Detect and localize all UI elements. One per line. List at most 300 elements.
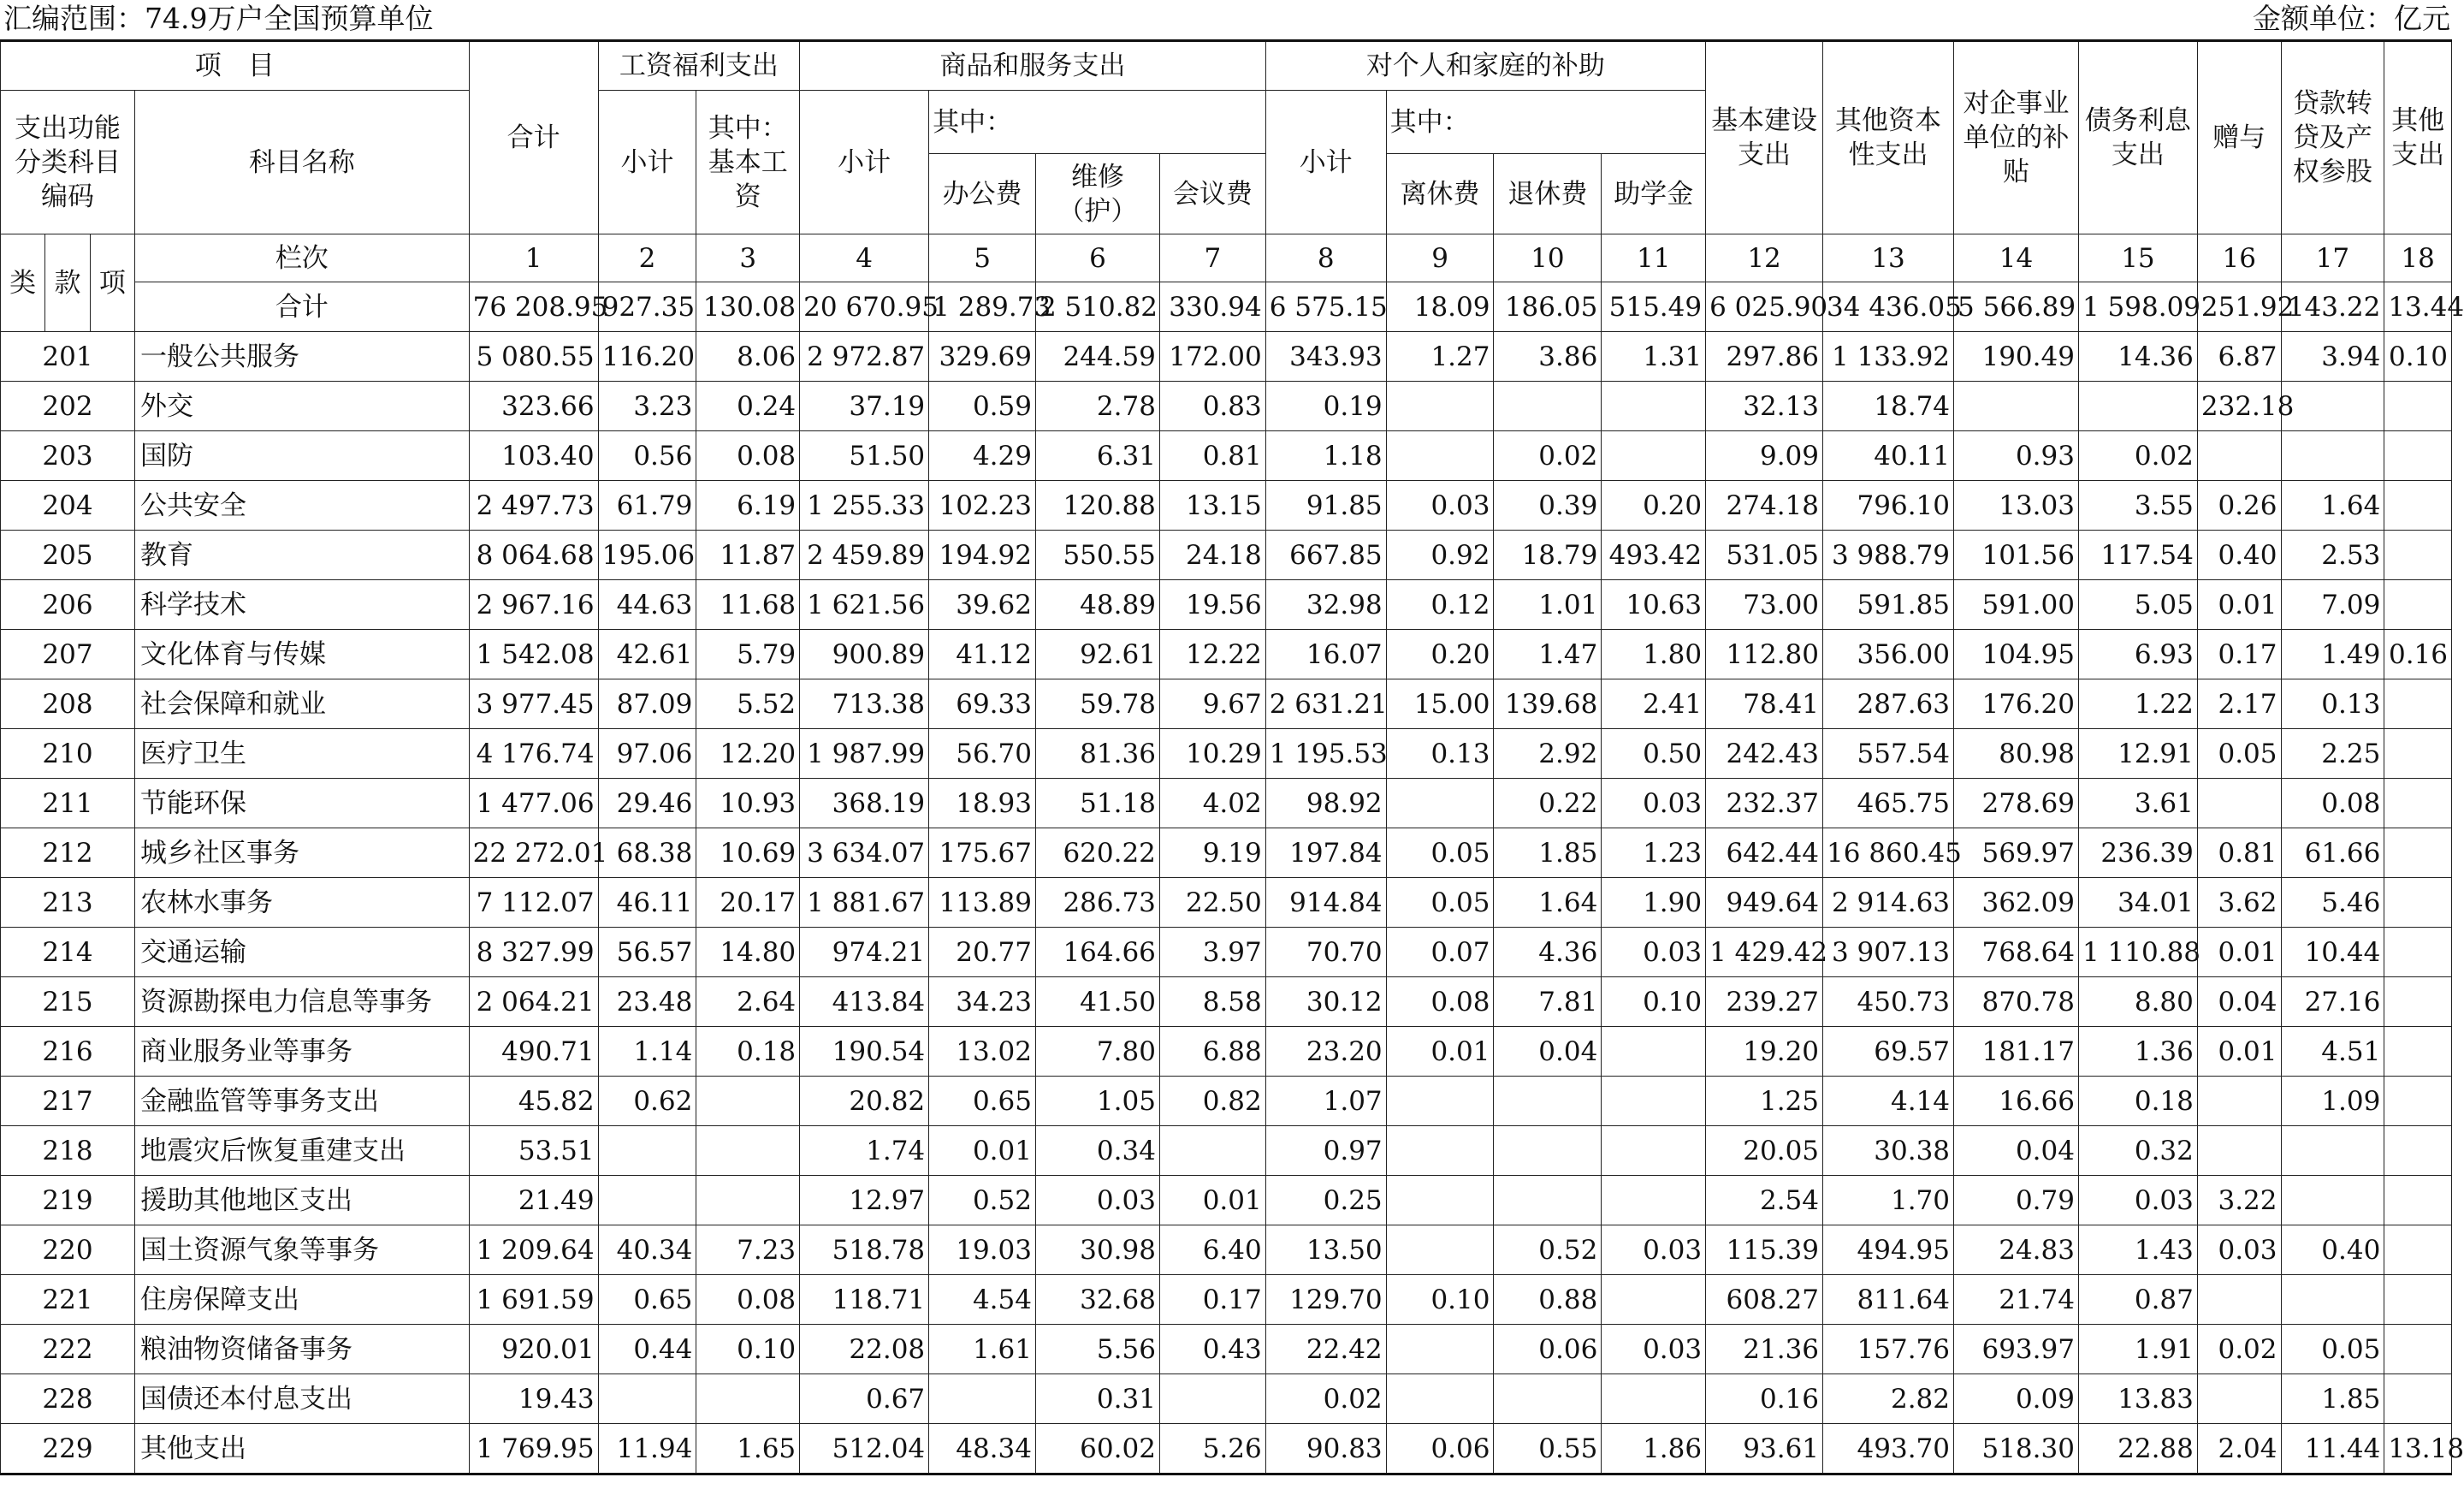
- row-value-cell: 19.03: [929, 1225, 1036, 1275]
- row-value-cell: 18.79: [1494, 531, 1602, 580]
- row-value-cell: 1.80: [1602, 630, 1706, 679]
- row-value-cell: 48.89: [1035, 580, 1159, 630]
- row-value-cell: 15.00: [1386, 679, 1494, 729]
- row-value-cell: 20.82: [800, 1077, 929, 1126]
- row-value-cell: 239.27: [1706, 977, 1823, 1027]
- row-value-cell: 591.85: [1823, 580, 1954, 630]
- row-code: 201: [1, 332, 135, 382]
- row-value-cell: 1 110.88: [2078, 928, 2197, 977]
- table-row: [1, 729, 2452, 779]
- row-value-cell: 693.97: [1954, 1325, 2079, 1374]
- row-value-cell: [2384, 481, 2452, 531]
- row-value-cell: [2384, 1027, 2452, 1077]
- row-value-cell: 1 881.67: [800, 878, 929, 928]
- row-value-cell: [1602, 1275, 1706, 1325]
- row-value-cell: 48.34: [929, 1424, 1036, 1474]
- row-value-cell: 90.83: [1265, 1424, 1386, 1474]
- row-value-cell: 51.50: [800, 431, 929, 481]
- row-value-cell: 356.00: [1823, 630, 1954, 679]
- table-row: [1, 1275, 2452, 1325]
- table-row: [1, 431, 2452, 481]
- row-value-cell: 7 112.07: [469, 878, 598, 928]
- row-value-cell: 0.93: [1954, 431, 2079, 481]
- row-value-cell: 1.23: [1602, 828, 1706, 878]
- row-value-cell: 3 634.07: [800, 828, 929, 878]
- row-value-cell: 0.12: [1386, 580, 1494, 630]
- table-row: [1, 580, 2452, 630]
- row-value-cell: 465.75: [1823, 779, 1954, 828]
- row-value-cell: 190.49: [1954, 332, 2079, 382]
- row-value-cell: 30.12: [1265, 977, 1386, 1027]
- row-value-cell: [2197, 1275, 2281, 1325]
- row-value-cell: 2.82: [1823, 1374, 1954, 1424]
- row-value-cell: 10.63: [1602, 580, 1706, 630]
- unit-note: 金额单位：亿元: [2253, 2, 2450, 35]
- row-value-cell: 920.01: [469, 1325, 598, 1374]
- row-value-cell: 236.39: [2078, 828, 2197, 878]
- row-value-cell: 0.01: [1159, 1176, 1265, 1225]
- row-value-cell: 6.87: [2197, 332, 2281, 382]
- row-value-cell: 0.56: [598, 431, 696, 481]
- header-subsidy-of-which: 其中：: [1386, 91, 1705, 154]
- row-name: 文化体育与传媒: [135, 630, 470, 679]
- row-value-cell: 2.92: [1494, 729, 1602, 779]
- header-name: 科目名称: [135, 91, 470, 234]
- row-value-cell: 0.25: [1265, 1176, 1386, 1225]
- row-value-cell: 531.05: [1706, 531, 1823, 580]
- row-value-cell: 0.20: [1386, 630, 1494, 679]
- row-value-cell: 0.22: [1494, 779, 1602, 828]
- row-value-cell: 1 691.59: [469, 1275, 598, 1325]
- row-value-cell: [2197, 431, 2281, 481]
- row-value-cell: 3 907.13: [1823, 928, 1954, 977]
- row-value-cell: 5.05: [2078, 580, 2197, 630]
- row-name: 地震灾后恢复重建支出: [135, 1126, 470, 1176]
- row-value-cell: 20.17: [696, 878, 800, 928]
- total-cell: 2 510.82: [1035, 282, 1159, 332]
- row-value-cell: 103.40: [469, 431, 598, 481]
- row-value-cell: 69.57: [1823, 1027, 1954, 1077]
- row-value-cell: 8 064.68: [469, 531, 598, 580]
- row-value-cell: 6.93: [2078, 630, 2197, 679]
- row-value-cell: 13.03: [1954, 481, 2079, 531]
- row-value-cell: 1 542.08: [469, 630, 598, 679]
- row-name: 城乡社区事务: [135, 828, 470, 878]
- row-value-cell: 11.94: [598, 1424, 696, 1474]
- row-value-cell: 44.63: [598, 580, 696, 630]
- row-value-cell: 0.07: [1386, 928, 1494, 977]
- row-value-cell: 0.59: [929, 382, 1036, 431]
- row-value-cell: 19.56: [1159, 580, 1265, 630]
- row-value-cell: 1.07: [1265, 1077, 1386, 1126]
- total-cell: 130.08: [696, 282, 800, 332]
- row-value-cell: [2384, 878, 2452, 928]
- row-value-cell: 12.22: [1159, 630, 1265, 679]
- row-value-cell: 98.92: [1265, 779, 1386, 828]
- row-value-cell: 0.88: [1494, 1275, 1602, 1325]
- row-value-cell: [1386, 1374, 1494, 1424]
- row-value-cell: [1494, 1374, 1602, 1424]
- row-value-cell: 2.25: [2281, 729, 2384, 779]
- row-value-cell: 232.37: [1706, 779, 1823, 828]
- table-row: [1, 1325, 2452, 1374]
- row-code: 208: [1, 679, 135, 729]
- row-value-cell: 2.17: [2197, 679, 2281, 729]
- row-value-cell: 3 988.79: [1823, 531, 1954, 580]
- row-value-cell: 7.23: [696, 1225, 800, 1275]
- row-value-cell: 10.93: [696, 779, 800, 828]
- row-value-cell: [2197, 1126, 2281, 1176]
- row-value-cell: 494.95: [1823, 1225, 1954, 1275]
- row-value-cell: 190.54: [800, 1027, 929, 1077]
- row-value-cell: 0.03: [1602, 928, 1706, 977]
- row-value-cell: 0.02: [2078, 431, 2197, 481]
- row-value-cell: 139.68: [1494, 679, 1602, 729]
- row-value-cell: 42.61: [598, 630, 696, 679]
- row-value-cell: 0.01: [2197, 928, 2281, 977]
- row-value-cell: 0.67: [800, 1374, 929, 1424]
- row-value-cell: 19.43: [469, 1374, 598, 1424]
- row-value-cell: 1 195.53: [1265, 729, 1386, 779]
- row-code: 213: [1, 878, 135, 928]
- row-value-cell: 0.08: [696, 431, 800, 481]
- row-value-cell: 1.85: [1494, 828, 1602, 878]
- row-value-cell: 0.03: [1035, 1176, 1159, 1225]
- row-value-cell: 195.06: [598, 531, 696, 580]
- row-value-cell: 1.90: [1602, 878, 1706, 928]
- total-cell: 927.35: [598, 282, 696, 332]
- row-value-cell: 21.49: [469, 1176, 598, 1225]
- row-value-cell: [696, 1126, 800, 1176]
- total-cell: 34 436.05: [1823, 282, 1954, 332]
- header-repair: 维修（护）: [1035, 154, 1159, 234]
- row-value-cell: 713.38: [800, 679, 929, 729]
- row-value-cell: 0.10: [1386, 1275, 1494, 1325]
- row-value-cell: 0.81: [2197, 828, 2281, 878]
- row-value-cell: 1.18: [1265, 431, 1386, 481]
- row-name: 一般公共服务: [135, 332, 470, 382]
- row-value-cell: [2384, 1077, 2452, 1126]
- row-value-cell: 3.23: [598, 382, 696, 431]
- row-value-cell: 0.08: [1386, 977, 1494, 1027]
- column-number: 4: [800, 234, 929, 282]
- row-value-cell: 0.20: [1602, 481, 1706, 531]
- row-value-cell: 97.06: [598, 729, 696, 779]
- row-value-cell: 6.40: [1159, 1225, 1265, 1275]
- row-value-cell: 1 429.42: [1706, 928, 1823, 977]
- row-value-cell: [696, 1077, 800, 1126]
- row-value-cell: 13.50: [1265, 1225, 1386, 1275]
- row-value-cell: 11.68: [696, 580, 800, 630]
- row-value-cell: 1 133.92: [1823, 332, 1954, 382]
- row-value-cell: [2281, 1126, 2384, 1176]
- row-value-cell: 4.36: [1494, 928, 1602, 977]
- row-value-cell: 0.52: [929, 1176, 1036, 1225]
- row-value-cell: 900.89: [800, 630, 929, 679]
- row-value-cell: [2384, 431, 2452, 481]
- row-value-cell: 3.86: [1494, 332, 1602, 382]
- table-row: [1, 1374, 2452, 1424]
- row-value-cell: 16.66: [1954, 1077, 2079, 1126]
- row-value-cell: [1386, 1077, 1494, 1126]
- total-cell: 20 670.95: [800, 282, 929, 332]
- row-value-cell: 12.20: [696, 729, 800, 779]
- table-row: [1, 1424, 2452, 1474]
- row-value-cell: 68.38: [598, 828, 696, 878]
- row-value-cell: 13.15: [1159, 481, 1265, 531]
- row-value-cell: [1954, 382, 2079, 431]
- row-value-cell: 2.53: [2281, 531, 2384, 580]
- column-number: 16: [2197, 234, 2281, 282]
- row-value-cell: 518.78: [800, 1225, 929, 1275]
- row-value-cell: [1386, 382, 1494, 431]
- row-value-cell: 1 255.33: [800, 481, 929, 531]
- row-value-cell: 343.93: [1265, 332, 1386, 382]
- row-value-cell: 0.03: [2197, 1225, 2281, 1275]
- row-value-cell: 0.01: [1386, 1027, 1494, 1077]
- table-row: [1, 1176, 2452, 1225]
- row-value-cell: 0.50: [1602, 729, 1706, 779]
- row-value-cell: 0.05: [1386, 828, 1494, 878]
- row-name: 农林水事务: [135, 878, 470, 928]
- header-subsidy-subtotal: 小计: [1265, 91, 1386, 234]
- table-row: [1, 1225, 2452, 1275]
- row-value-cell: 69.33: [929, 679, 1036, 729]
- row-value-cell: 11.87: [696, 531, 800, 580]
- row-code: 222: [1, 1325, 135, 1374]
- row-value-cell: 0.08: [696, 1275, 800, 1325]
- row-value-cell: 811.64: [1823, 1275, 1954, 1325]
- table-row: [1, 382, 2452, 431]
- row-value-cell: 1 987.99: [800, 729, 929, 779]
- row-value-cell: 0.02: [1494, 431, 1602, 481]
- row-value-cell: 0.32: [2078, 1126, 2197, 1176]
- row-value-cell: 41.50: [1035, 977, 1159, 1027]
- row-value-cell: 0.04: [2197, 977, 2281, 1027]
- row-value-cell: 0.16: [2384, 630, 2452, 679]
- row-value-cell: 2 631.21: [1265, 679, 1386, 729]
- header-retired-li: 离休费: [1386, 154, 1494, 234]
- row-value-cell: 2.41: [1602, 679, 1706, 729]
- header-debt-interest: 债务利息支出: [2078, 41, 2197, 234]
- row-value-cell: 274.18: [1706, 481, 1823, 531]
- row-value-cell: 32.68: [1035, 1275, 1159, 1325]
- row-value-cell: 129.70: [1265, 1275, 1386, 1325]
- row-value-cell: 2 914.63: [1823, 878, 1954, 928]
- column-number: 13: [1823, 234, 1954, 282]
- row-value-cell: 870.78: [1954, 977, 2079, 1027]
- row-value-cell: 115.39: [1706, 1225, 1823, 1275]
- header-column-no: 栏次: [135, 234, 470, 282]
- row-value-cell: 16.07: [1265, 630, 1386, 679]
- row-value-cell: [1386, 431, 1494, 481]
- row-value-cell: [1494, 1176, 1602, 1225]
- header-loans: 贷款转贷及产权参股: [2281, 41, 2384, 234]
- row-name: 教育: [135, 531, 470, 580]
- row-name: 国防: [135, 431, 470, 481]
- row-code: 204: [1, 481, 135, 531]
- row-value-cell: 493.42: [1602, 531, 1706, 580]
- row-value-cell: 117.54: [2078, 531, 2197, 580]
- row-value-cell: 3.94: [2281, 332, 2384, 382]
- row-value-cell: 118.71: [800, 1275, 929, 1325]
- row-value-cell: 10.69: [696, 828, 800, 878]
- scope-note: 汇编范围：74.9万户全国预算单位: [3, 2, 434, 35]
- row-value-cell: 413.84: [800, 977, 929, 1027]
- row-value-cell: [2197, 1374, 2281, 1424]
- row-value-cell: [1494, 1077, 1602, 1126]
- row-code: 206: [1, 580, 135, 630]
- row-value-cell: 21.74: [1954, 1275, 2079, 1325]
- row-value-cell: 181.17: [1954, 1027, 2079, 1077]
- column-number: 18: [2384, 234, 2452, 282]
- row-code: 205: [1, 531, 135, 580]
- row-value-cell: 6.19: [696, 481, 800, 531]
- row-value-cell: 287.63: [1823, 679, 1954, 729]
- row-value-cell: 20.77: [929, 928, 1036, 977]
- row-value-cell: 116.20: [598, 332, 696, 382]
- row-value-cell: 8.06: [696, 332, 800, 382]
- row-value-cell: [2384, 382, 2452, 431]
- row-value-cell: 19.20: [1706, 1027, 1823, 1077]
- row-value-cell: 60.02: [1035, 1424, 1159, 1474]
- row-value-cell: 329.69: [929, 332, 1036, 382]
- row-value-cell: 41.12: [929, 630, 1036, 679]
- row-value-cell: 59.78: [1035, 679, 1159, 729]
- row-code: 219: [1, 1176, 135, 1225]
- row-value-cell: 0.18: [2078, 1077, 2197, 1126]
- column-number: 2: [598, 234, 696, 282]
- row-value-cell: [2384, 1275, 2452, 1325]
- row-value-cell: 550.55: [1035, 531, 1159, 580]
- column-number: 6: [1035, 234, 1159, 282]
- row-value-cell: 3.62: [2197, 878, 2281, 928]
- row-value-cell: 0.65: [929, 1077, 1036, 1126]
- total-cell: 515.49: [1602, 282, 1706, 332]
- row-value-cell: [1602, 1176, 1706, 1225]
- column-number: 10: [1494, 234, 1602, 282]
- row-value-cell: 1.43: [2078, 1225, 2197, 1275]
- total-cell: 330.94: [1159, 282, 1265, 332]
- row-value-cell: 0.52: [1494, 1225, 1602, 1275]
- row-value-cell: 1.91: [2078, 1325, 2197, 1374]
- total-cell: 76 208.95: [469, 282, 598, 332]
- row-value-cell: 12.91: [2078, 729, 2197, 779]
- row-value-cell: 1.31: [1602, 332, 1706, 382]
- column-number: 8: [1265, 234, 1386, 282]
- row-value-cell: 2 064.21: [469, 977, 598, 1027]
- row-value-cell: [2384, 928, 2452, 977]
- row-value-cell: 9.09: [1706, 431, 1823, 481]
- row-value-cell: 1 209.64: [469, 1225, 598, 1275]
- row-value-cell: 10.44: [2281, 928, 2384, 977]
- row-value-cell: 949.64: [1706, 878, 1823, 928]
- row-code: 202: [1, 382, 135, 431]
- row-value-cell: 101.56: [1954, 531, 2079, 580]
- row-value-cell: 46.11: [598, 878, 696, 928]
- table-row: [1, 1077, 2452, 1126]
- row-value-cell: [2384, 1374, 2452, 1424]
- header-item: 项 目: [1, 41, 470, 91]
- row-value-cell: [1602, 382, 1706, 431]
- row-value-cell: 78.41: [1706, 679, 1823, 729]
- row-value-cell: [2281, 1176, 2384, 1225]
- row-value-cell: 21.36: [1706, 1325, 1823, 1374]
- row-value-cell: 5.26: [1159, 1424, 1265, 1474]
- row-name: 商业服务业等事务: [135, 1027, 470, 1077]
- row-value-cell: 92.61: [1035, 630, 1159, 679]
- row-value-cell: [696, 1176, 800, 1225]
- row-name: 援助其他地区支出: [135, 1176, 470, 1225]
- row-value-cell: 30.98: [1035, 1225, 1159, 1275]
- row-value-cell: 278.69: [1954, 779, 2079, 828]
- row-value-cell: [2384, 580, 2452, 630]
- row-value-cell: [1159, 1374, 1265, 1424]
- row-value-cell: 197.84: [1265, 828, 1386, 878]
- row-value-cell: 10.29: [1159, 729, 1265, 779]
- row-value-cell: 0.05: [2281, 1325, 2384, 1374]
- row-value-cell: [1602, 1077, 1706, 1126]
- row-value-cell: [2384, 779, 2452, 828]
- row-value-cell: 3 977.45: [469, 679, 598, 729]
- row-value-cell: 0.19: [1265, 382, 1386, 431]
- row-value-cell: [1386, 779, 1494, 828]
- row-value-cell: 157.76: [1823, 1325, 1954, 1374]
- row-code: 214: [1, 928, 135, 977]
- row-value-cell: 0.39: [1494, 481, 1602, 531]
- row-value-cell: 91.85: [1265, 481, 1386, 531]
- row-value-cell: 20.05: [1706, 1126, 1823, 1176]
- row-value-cell: 1.05: [1035, 1077, 1159, 1126]
- row-value-cell: 0.01: [2197, 1027, 2281, 1077]
- row-value-cell: 1.49: [2281, 630, 2384, 679]
- row-value-cell: 362.09: [1954, 878, 2079, 928]
- row-value-cell: 518.30: [1954, 1424, 2079, 1474]
- row-value-cell: 0.82: [1159, 1077, 1265, 1126]
- row-code: 210: [1, 729, 135, 779]
- row-value-cell: 569.97: [1954, 828, 2079, 878]
- row-value-cell: 642.44: [1706, 828, 1823, 878]
- row-value-cell: 0.03: [1602, 779, 1706, 828]
- row-value-cell: 2 459.89: [800, 531, 929, 580]
- row-value-cell: 0.55: [1494, 1424, 1602, 1474]
- row-value-cell: 0.65: [598, 1275, 696, 1325]
- row-value-cell: 22.42: [1265, 1325, 1386, 1374]
- row-value-cell: 974.21: [800, 928, 929, 977]
- row-value-cell: 0.13: [2281, 679, 2384, 729]
- row-value-cell: 104.95: [1954, 630, 2079, 679]
- row-value-cell: [2384, 1126, 2452, 1176]
- row-value-cell: [1386, 1176, 1494, 1225]
- total-cell: 1 598.09: [2078, 282, 2197, 332]
- header-total: 合计: [469, 41, 598, 234]
- header-retired-tui: 退休费: [1494, 154, 1602, 234]
- row-value-cell: 1.25: [1706, 1077, 1823, 1126]
- header-goods-subtotal: 小计: [800, 91, 929, 234]
- row-value-cell: 1.85: [2281, 1374, 2384, 1424]
- row-value-cell: 3.55: [2078, 481, 2197, 531]
- row-value-cell: [2384, 531, 2452, 580]
- row-value-cell: 4 176.74: [469, 729, 598, 779]
- row-value-cell: 40.11: [1823, 431, 1954, 481]
- row-value-cell: 0.09: [1954, 1374, 2079, 1424]
- row-name: 资源勘探电力信息等事务: [135, 977, 470, 1027]
- row-value-cell: 32.98: [1265, 580, 1386, 630]
- row-value-cell: [2197, 1077, 2281, 1126]
- header-wage-subtotal: 小计: [598, 91, 696, 234]
- row-value-cell: 87.09: [598, 679, 696, 729]
- row-name: 公共安全: [135, 481, 470, 531]
